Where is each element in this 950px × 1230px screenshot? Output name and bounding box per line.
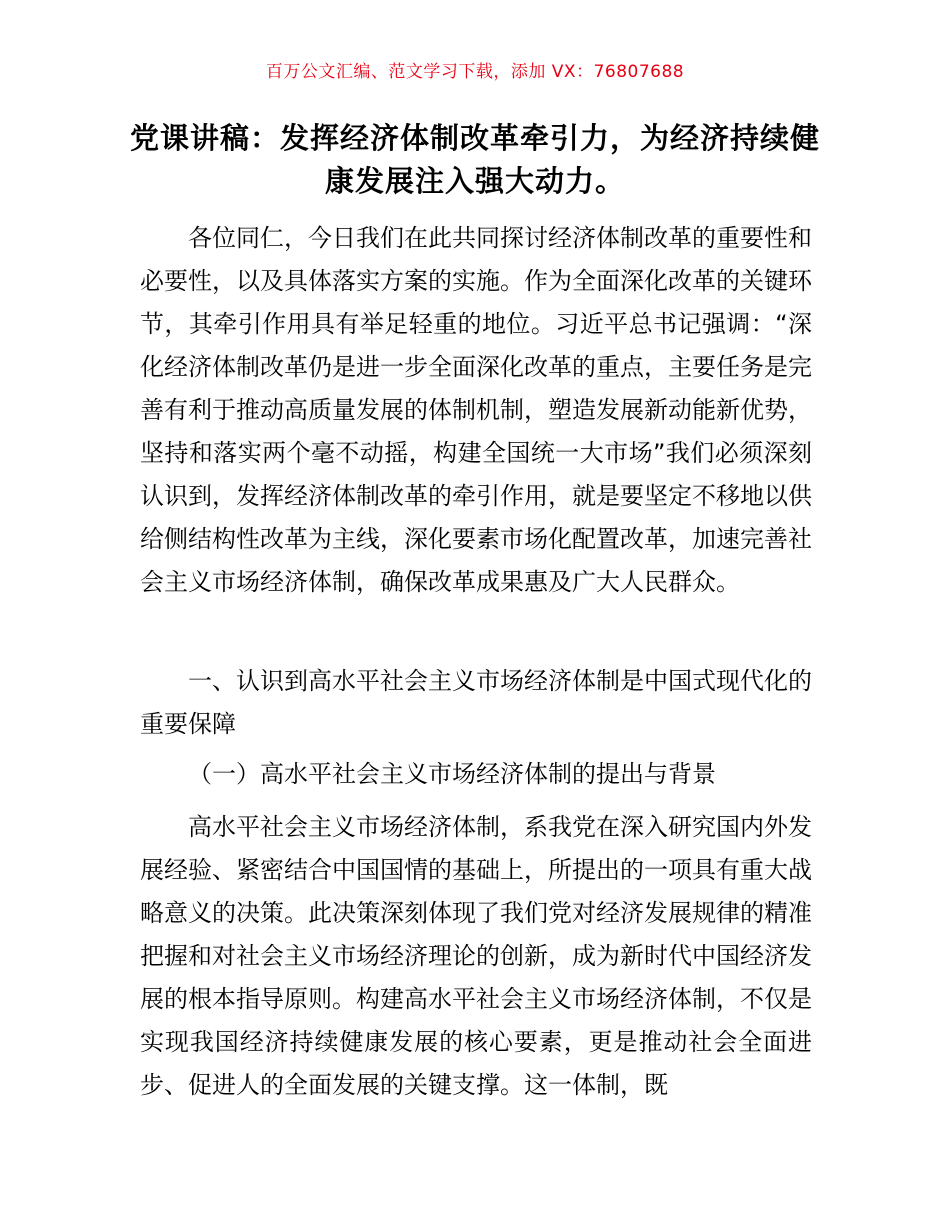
section-heading-1: 一、认识到高水平社会主义市场经济体制是中国式现代化的重要保障 [140, 667, 812, 738]
document-title: 党课讲稿：发挥经济体制改革牵引力，为经济持续健康发展注入强大动力。 [129, 121, 820, 198]
paragraph-intro: 各位同仁，今日我们在此共同探讨经济体制改革的重要性和必要性，以及具体落实方案的实施。作为全面深化改革的关键环节，其牵引作用具有举足轻重的地位。习近平总书记强调：“深化经济体制改革仍是进一步全面深化改革的重点，主要任务是完善有利于推动高质量发展的体制机制，塑造发展新动能新优势，坚持和落实两个毫不动摇，构建全国统一大市场”我们必须深刻认识到，发挥经济体制改革的牵引作用，就是要坚定不移地以供给侧结构性改革为主线，深化要素市场化配置改革，加速完善社会主义市场经济体制，确保改革成果惠及广大人民群众。 [140, 224, 812, 596]
paragraph-section-1-1: 高水平社会主义市场经济体制，系我党在深入研究国内外发展经验、紧密结合中国国情的基础上，所提出的一项具有重大战略意义的决策。此决策深刻体现了我们党对经济发展规律的精准把握和对社会主义市场经济理论的创新，成为新时代中国经济发展的根本指导原则。构建高水平社会主义市场经济体制，不仅是实现我国经济持续健康发展的核心要素，更是推动社会全面进步、促进人的全面发展的关键支撑。这一体制，既 [140, 813, 812, 1099]
subsection-heading-1-1: （一）高水平社会主义市场经济体制的提出与背景 [188, 760, 716, 788]
header-promo-note: 百万公文汇编、范文学习下载，添加 VX：76807688 [265, 62, 685, 82]
